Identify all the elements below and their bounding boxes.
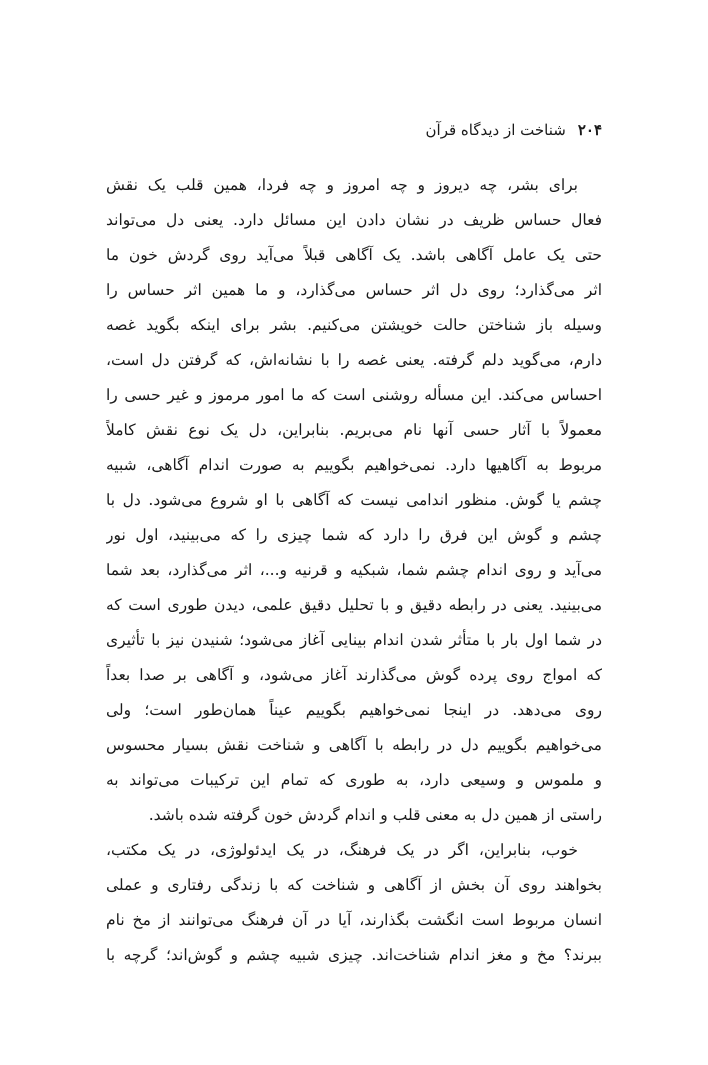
text-line: فعال حساس ظریف در نشان دادن این مسائل دارد. یعنی دل می‌تواند (106, 211, 602, 229)
text-line: می‌بینید. یعنی در رابطه دقیق و با تحلیل دقیق علمی، دیدن طوری است که (106, 596, 602, 614)
running-header (106, 120, 602, 140)
paragraph (106, 833, 602, 973)
text-line: حتی یک عامل آگاهی باشد. یک آگاهی قبلاً می‌آید روی گردش خون ما (106, 246, 602, 264)
text-line: بخواهند روی آن بخش از آگاهی و شناخت که با زندگی رفتاری و عملی (106, 876, 602, 894)
text-line: راستی از همین دل به معنی قلب و اندام گردش خون گرفته شده باشد. (148, 806, 602, 824)
text-line: خوب، بنابراین، اگر در یک فرهنگ، در یک ایدئولوژی، در یک مکتب، (106, 841, 578, 859)
body-text (106, 168, 602, 973)
text-line: روی می‌دهد. در اینجا نمی‌خواهیم بگوییم عیناً همان‌طور است؛ ولی (106, 701, 602, 719)
text-line: برای بشر، چه دیروز و چه امروز و چه فردا، همین قلب یک نقش (106, 176, 578, 194)
paragraph (106, 168, 602, 833)
text-line: دارم، می‌گوید دلم گرفته. یعنی غصه را با نشانه‌اش، که گرفتن دل است، (106, 351, 602, 369)
text-line: چشم یا گوش. منظور اندامی نیست که آگاهی با او شروع می‌شود. دل با (106, 491, 602, 509)
page-number: ۲۰۴ (577, 121, 602, 139)
text-line: و ملموس و وسیعی دارد، به طوری که تمام این ترکیبات می‌تواند به (106, 771, 602, 789)
text-line: مربوط به آگاهیها دارد. نمی‌خواهیم بگوییم به صورت اندام آگاهی، شبیه (106, 456, 602, 474)
text-line: انسان مربوط است انگشت بگذارند، آیا در آن فرهنگ می‌توانند از مخ نام (106, 911, 602, 929)
text-line: احساس می‌کند. این مسأله روشنی است که ما امور مرموز و غیر حسی را (106, 386, 602, 404)
text-line: معمولاً با آثار حسی آنها نام می‌بریم. بنابراین، دل یک نوع نقش کاملاً (106, 421, 602, 439)
text-line: چشم و گوش این فرق را دارد که شما چیزی را که می‌بینید، اول نور (106, 526, 602, 544)
text-line: که امواج روی پرده گوش می‌گذارند آغاز می‌شود، و آگاهی بر صدا بعداً (106, 666, 602, 684)
text-line: می‌خواهیم بگوییم دل در رابطه با آگاهی و شناخت نقش بسیار محسوس (106, 736, 602, 754)
running-title: شناخت از دیدگاه قرآن (425, 121, 566, 139)
text-line: در شما اول بار با متأثر شدن اندام بینایی آغاز می‌شود؛ شنیدن نیز با تأثیری (106, 631, 602, 649)
text-line: می‌آید و روی اندام چشم شما، شبکیه و قرنیه و...، اثر می‌گذارد، بعد شما (106, 561, 602, 579)
text-line: اثر می‌گذارد؛ روی دل اثر حساس می‌گذارد، و ما همین اثر حساس را (106, 281, 602, 299)
text-line: ببرند؟ مخ و مغز اندام شناخت‌اند. چیزی شبیه چشم و گوش‌اند؛ گرچه با (106, 946, 602, 964)
text-line: وسیله باز شناختن حالت خویشتن می‌کنیم. بشر برای اینکه بگوید غصه (106, 316, 602, 334)
